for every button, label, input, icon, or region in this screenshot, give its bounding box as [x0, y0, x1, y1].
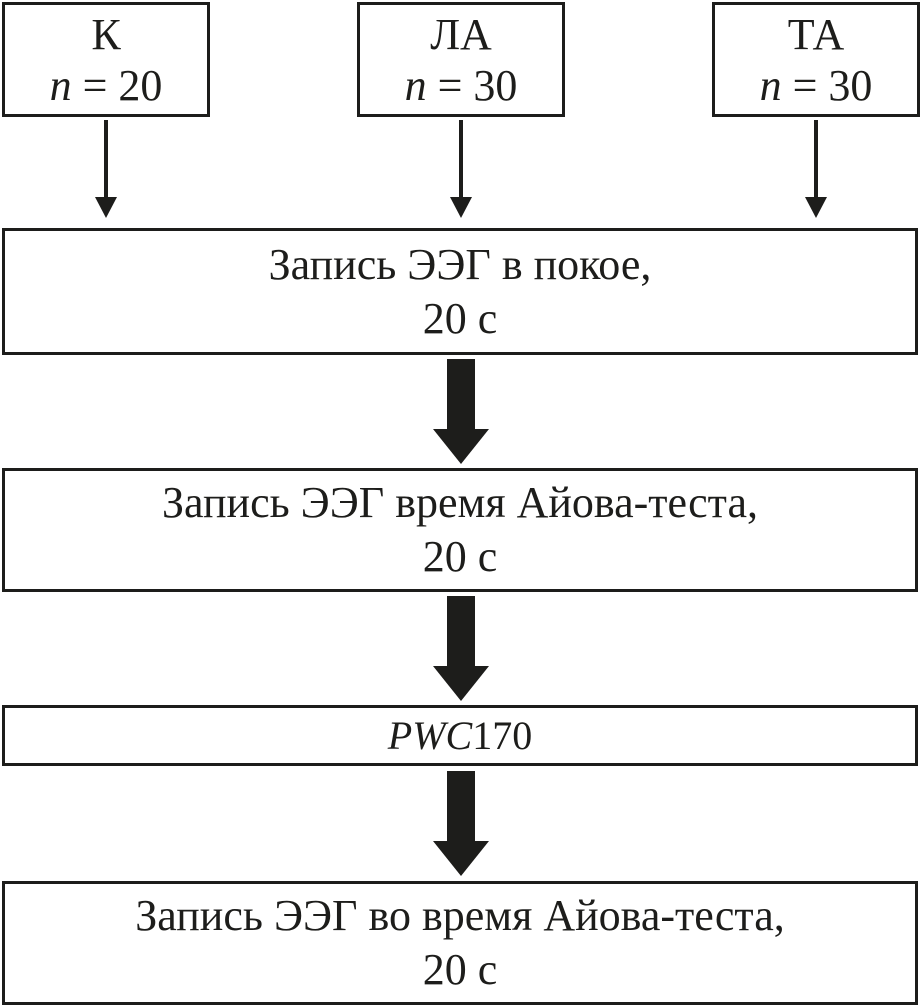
group-box-ta: [712, 2, 920, 117]
stage-text-line2: 20 с: [422, 532, 498, 581]
stage-box-eeg-iowa-2: [2, 881, 918, 1005]
group-label: К: [91, 9, 121, 59]
stage-box-eeg-iowa-1: [2, 468, 918, 592]
thin-arrow-down-icon: [449, 120, 473, 218]
stage-text-line2: 20 с: [422, 945, 498, 994]
n-symbol: n: [404, 60, 427, 110]
n-value: = 30: [426, 60, 518, 110]
group-sample-size: [405, 60, 518, 111]
thick-arrow-down-icon: [433, 596, 489, 701]
stage-text-line1: Запись ЭЭГ в покое,: [268, 239, 652, 289]
thin-arrow-down-icon: [804, 120, 828, 218]
group-box-k: [2, 2, 210, 117]
group-label: ЛА: [430, 9, 492, 59]
stage-box-eeg-rest: [2, 228, 918, 355]
stage-text-line1: Запись ЭЭГ во время Айова-теста,: [135, 891, 785, 940]
n-value: = 30: [781, 60, 873, 110]
stage-text: [388, 713, 532, 759]
stage-text-line1: Запись ЭЭГ время Айова-теста,: [162, 478, 758, 527]
stage-text-line2: 20 с: [422, 293, 498, 343]
n-symbol: n: [49, 60, 72, 110]
thick-arrow-down-icon: [433, 359, 489, 464]
group-sample-size: [760, 60, 873, 111]
stage-box-pwc170: [2, 705, 918, 766]
n-value: = 20: [71, 60, 163, 110]
group-box-la: [357, 2, 565, 117]
n-symbol: n: [759, 60, 782, 110]
thin-arrow-down-icon: [94, 120, 118, 218]
group-sample-size: [50, 60, 163, 111]
thick-arrow-down-icon: [433, 771, 489, 876]
group-label: ТА: [787, 9, 845, 59]
pwc-italic: PWC: [387, 712, 473, 758]
pwc-number: 170: [472, 712, 533, 758]
